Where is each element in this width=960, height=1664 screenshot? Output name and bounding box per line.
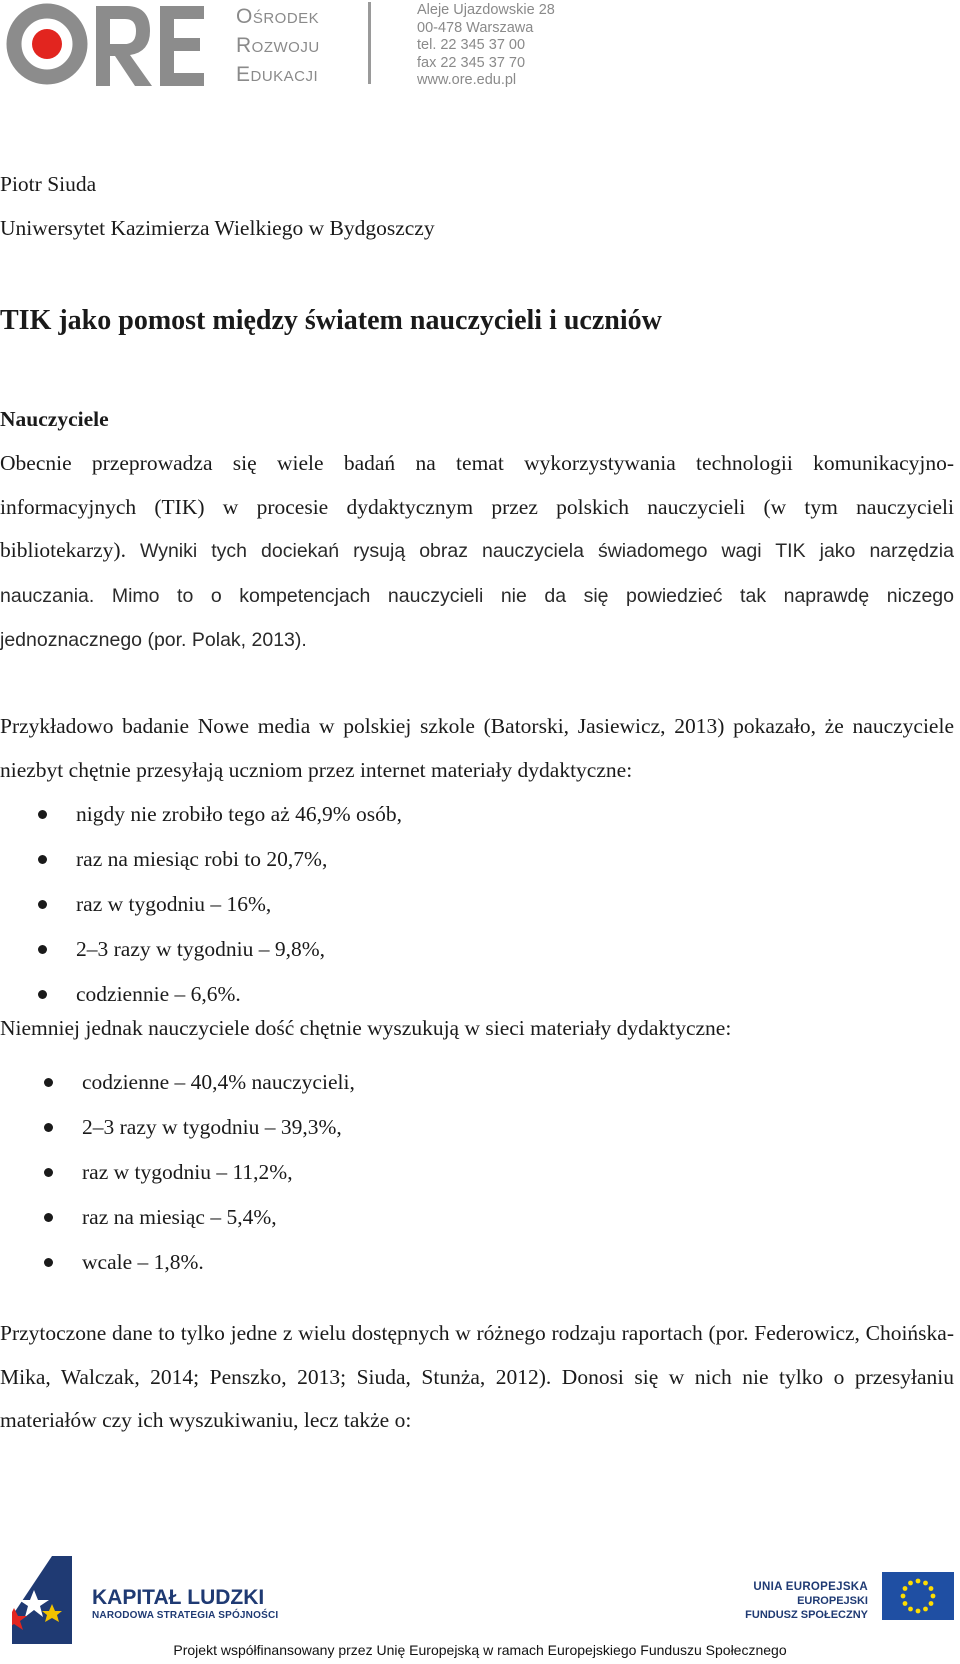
list-item	[0, 1105, 355, 1150]
bullet-icon	[44, 1168, 53, 1177]
org-name-line: Rozwoju	[236, 34, 320, 57]
paragraph-intro-sans: Wyniki tych dociekań rysują obraz nauczyciela świadomego wagi TIK jako narzędzia nauczania. Mimo to o kompetencjach nauczycieli nie da się powiedzieć tak naprawdę niczego jednoznacznego (por. Polak, 2013).	[0, 540, 954, 651]
ore-logo	[4, 0, 214, 92]
paragraph-intro-serif: Obecnie przeprowadza się wiele badań na temat wykorzystywania technologii komunikacyjno-informacyjnych (TIK) w procesie dydaktycznym przez polskich nauczycieli (w tym nauczycieli bibliotekarzy).	[0, 451, 954, 562]
eu-fund-label	[700, 1580, 868, 1622]
organization-name	[236, 2, 356, 89]
list-item	[0, 1060, 355, 1105]
eu-label-line: UNIA EUROPEJSKA	[753, 1581, 868, 1593]
bullet-icon	[44, 1258, 53, 1267]
sending-materials-list	[0, 792, 402, 1017]
list-item-text: 2–3 razy w tygodniu – 9,8%,	[76, 937, 326, 961]
letterhead	[0, 0, 960, 100]
footer-cofinancing-note: Projekt współfinansowany przez Unię Europejską w ramach Europejskiego Funduszu Społecznego	[173, 1642, 787, 1658]
paragraph-searching: Niemniej jednak nauczyciele dość chętnie wyszukują w sieci materiały dydaktyczne:	[0, 1016, 732, 1040]
bullet-icon	[38, 900, 47, 909]
bullet-icon	[38, 945, 47, 954]
eu-flag-icon	[882, 1572, 954, 1620]
author-name: Piotr Siuda	[0, 172, 97, 196]
section-heading: Nauczyciele	[0, 407, 109, 431]
list-item-text: codzienne – 40,4% nauczycieli,	[82, 1070, 355, 1094]
kl-subtitle: NARODOWA STRATEGIA SPÓJNOŚCI	[92, 1610, 279, 1621]
paragraph-intro	[0, 442, 954, 663]
list-item	[0, 1240, 355, 1285]
bullet-icon	[38, 990, 47, 999]
address-line: tel. 22 345 37 00	[417, 37, 526, 53]
list-item	[0, 882, 402, 927]
list-item	[0, 792, 402, 837]
list-item-text: raz na miesiąc – 5,4%,	[82, 1205, 277, 1229]
list-item-text: raz na miesiąc robi to 20,7%,	[76, 847, 328, 871]
website-link[interactable]: www.ore.edu.pl	[417, 72, 517, 88]
address-line: 00-478 Warszawa	[417, 19, 534, 36]
list-item	[0, 927, 402, 972]
list-item-text: codziennie – 6,6%.	[76, 982, 241, 1006]
bullet-icon	[38, 855, 47, 864]
searching-materials-list	[0, 1060, 355, 1285]
eu-label-line: EUROPEJSKI	[797, 1595, 868, 1607]
org-name-line: Edukacji	[236, 63, 319, 86]
list-item	[0, 1195, 355, 1240]
list-item-text: raz w tygodniu – 16%,	[76, 892, 272, 916]
bullet-icon	[44, 1213, 53, 1222]
list-item-text: wcale – 1,8%.	[82, 1250, 204, 1274]
kapital-ludzki-logo-icon	[12, 1556, 84, 1644]
document-title: TIK jako pomost między światem nauczycieli i uczniów	[0, 305, 662, 336]
kl-title: KAPITAŁ LUDZKI	[92, 1586, 265, 1609]
bullet-icon	[44, 1123, 53, 1132]
list-item	[0, 1150, 355, 1195]
bullet-icon	[44, 1078, 53, 1087]
author-affiliation: Uniwersytet Kazimierza Wielkiego w Bydgoszczy	[0, 216, 435, 240]
list-item-text: raz w tygodniu – 11,2%,	[82, 1160, 293, 1184]
address-line: Aleje Ujazdowskie 28	[417, 2, 555, 18]
org-name-line: Ośrodek	[236, 5, 320, 28]
organization-address	[417, 2, 555, 90]
list-item-text: nigdy nie zrobiło tego aż 46,9% osób,	[76, 802, 403, 826]
kapital-ludzki-wordmark	[92, 1586, 278, 1621]
list-item	[0, 837, 402, 882]
list-item-text: 2–3 razy w tygodniu – 39,3%,	[82, 1115, 342, 1139]
paragraph-study: Przykładowo badanie Nowe media w polskiej szkole (Batorski, Jasiewicz, 2013) pokazało, że nauczyciele niezbyt chętnie przesyłają uczniom przez internet materiały dydaktyczne:	[0, 714, 954, 782]
address-line: fax 22 345 37 70	[417, 54, 526, 71]
eu-label-line: FUNDUSZ SPOŁECZNY	[745, 1609, 868, 1621]
paragraph-reports: Przytoczone dane to tylko jedne z wielu dostępnych w różnego rodzaju raportach (por. Federowicz, Choińska-Mika, Walczak, 2014; Penszko, 2013; Siuda, Stunża, 2012). Donosi się w nich nie tylko o przesyłaniu materiałów czy ich wyszukiwaniu, lecz także o:	[0, 1321, 954, 1432]
bullet-icon	[38, 810, 47, 819]
header-divider	[368, 2, 371, 84]
